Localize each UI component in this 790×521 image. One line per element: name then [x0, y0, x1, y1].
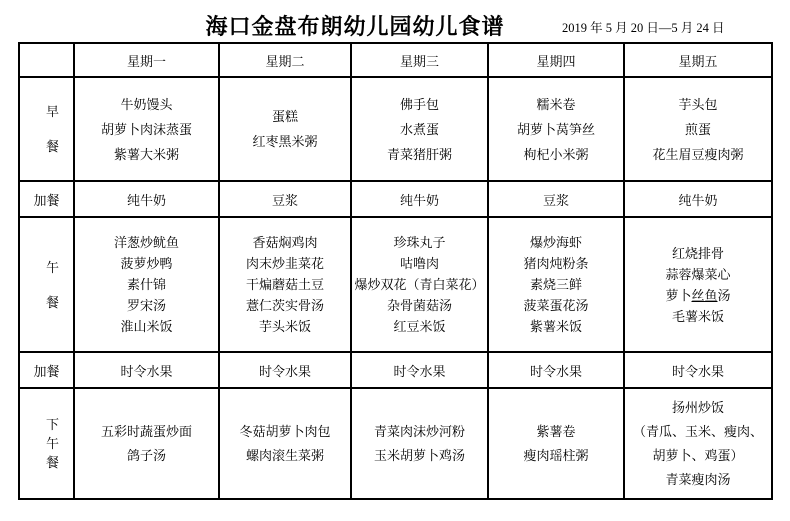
menu-item: 冬菇胡萝卜肉包: [239, 423, 331, 439]
menu-item: 枸杞小米粥: [523, 146, 589, 162]
menu-item: 扬州炒饭: [671, 399, 724, 415]
menu-item: 紫薯米饭: [529, 319, 582, 334]
menu-item: 蛋糕: [271, 109, 298, 124]
menu-item: 佛手包: [399, 96, 439, 112]
row-label-text: 午餐: [45, 259, 59, 310]
afternoon-meal-friday-cell: [624, 388, 772, 499]
afternoon-snack-friday-cell: 时令水果: [624, 352, 772, 388]
afternoon-snack-tuesday-cell: 时令水果: [219, 352, 351, 388]
morning-snack-friday-cell: 纯牛奶: [624, 181, 772, 217]
breakfast-friday-cell: [624, 77, 772, 181]
menu-item: 素什锦: [126, 277, 166, 292]
menu-table: [18, 42, 773, 500]
day-header-monday: 星期一: [74, 43, 219, 77]
afternoon-meal-wednesday-cell: [351, 388, 488, 499]
menu-item: 青菜肉沫炒河粉: [373, 423, 465, 439]
menu-item: 水煮蛋: [399, 121, 439, 137]
morning-snack-monday-cell: 纯牛奶: [74, 181, 219, 217]
morning-snack-thursday-cell: 豆浆: [488, 181, 624, 217]
menu-item: 瘦肉瑶柱粥: [523, 447, 589, 463]
header-row: [19, 43, 772, 77]
menu-item-text: 萝卜: [665, 287, 692, 303]
menu-item: 菠萝炒鸭: [120, 256, 173, 271]
menu-item: 素烧三鲜: [529, 277, 582, 292]
lunch-friday-cell: [624, 217, 772, 352]
menu-item: 红烧排骨: [671, 245, 724, 261]
day-header-wednesday: 星期三: [351, 43, 488, 77]
menu-item: 毛薯米饭: [671, 308, 724, 324]
lunch-wednesday-cell: [351, 217, 488, 352]
lunch-monday-cell: [74, 217, 219, 352]
menu-item: 芋头米饭: [258, 319, 311, 334]
menu-item: 肉末炒韭菜花: [245, 256, 324, 271]
row-label-lunch: [19, 217, 74, 352]
menu-item: 洋葱炒鱿鱼: [113, 235, 179, 250]
row-label-breakfast: [19, 77, 74, 181]
menu-item: 玉米胡萝卜鸡汤: [373, 447, 465, 463]
day-header-tuesday: 星期二: [219, 43, 351, 77]
menu-item: 淮山米饭: [120, 319, 173, 334]
menu-item: 鸽子汤: [126, 447, 166, 463]
menu-item: 青菜猪肝粥: [386, 146, 452, 162]
afternoon-meal-monday-cell: [74, 388, 219, 499]
menu-item: 蒜蓉爆菜心: [665, 266, 731, 282]
breakfast-thursday-cell: [488, 77, 624, 181]
morning-snack-tuesday-cell: 豆浆: [219, 181, 351, 217]
breakfast-monday-cell: [74, 77, 219, 181]
menu-item-underlined-text: 丝鱼: [691, 287, 718, 303]
row-label-afternoon-meal: [19, 388, 74, 499]
menu-item: 菠菜蛋花汤: [523, 298, 589, 313]
menu-item: 牛奶馒头: [120, 96, 173, 112]
menu-item: 罗宋汤: [126, 298, 166, 313]
breakfast-wednesday-cell: [351, 77, 488, 181]
row-label-text: 早餐: [45, 104, 59, 154]
lunch-tuesday-cell: [219, 217, 351, 352]
afternoon-snack-monday-cell: 时令水果: [74, 352, 219, 388]
afternoon-snack-row: [19, 352, 772, 388]
menu-item-text: 汤: [717, 287, 731, 303]
page-title: 海口金盘布朗幼儿园幼儿食谱: [205, 14, 505, 39]
menu-item: 杂骨菌菇汤: [386, 298, 452, 313]
date-range: 2019 年 5 月 20 日—5 月 24 日: [562, 21, 725, 35]
afternoon-meal-tuesday-cell: [219, 388, 351, 499]
menu-item: 香菇焖鸡肉: [252, 235, 318, 250]
menu-item: 咕噜肉: [399, 256, 439, 271]
menu-item: 芋头包: [678, 96, 718, 112]
breakfast-tuesday-cell: [219, 77, 351, 181]
breakfast-row: [19, 77, 772, 181]
afternoon-meal-row: [19, 388, 772, 499]
menu-item: 螺肉滚生菜粥: [245, 447, 324, 463]
menu-item: 胡萝卜肉沫蒸蛋: [100, 121, 192, 137]
morning-snack-wednesday-cell: 纯牛奶: [351, 181, 488, 217]
menu-item: 干煸蘑菇土豆: [245, 277, 324, 292]
row-label-afternoon-snack: 加餐: [19, 352, 74, 388]
menu-item: 紫薯卷: [536, 423, 576, 439]
menu-item: [627, 285, 769, 306]
corner-cell: [19, 43, 74, 77]
day-header-thursday: 星期四: [488, 43, 624, 77]
row-label-morning-snack: 加餐: [19, 181, 74, 217]
row-label-text: 下午餐: [45, 417, 59, 470]
menu-item: 红枣黑米粥: [252, 134, 318, 149]
menu-item: 薏仁茨实骨汤: [245, 298, 324, 313]
menu-item: 花生眉豆瘦肉粥: [652, 146, 744, 162]
menu-item: 青菜瘦肉汤: [665, 471, 731, 487]
menu-item: 胡萝卜莴笋丝: [516, 121, 595, 137]
afternoon-meal-thursday-cell: [488, 388, 624, 499]
lunch-row: [19, 217, 772, 352]
afternoon-snack-thursday-cell: 时令水果: [488, 352, 624, 388]
morning-snack-row: [19, 181, 772, 217]
menu-item: 紫薯大米粥: [113, 146, 179, 162]
menu-item: 煎蛋: [684, 121, 711, 137]
menu-item: 糯米卷: [536, 96, 576, 112]
lunch-thursday-cell: [488, 217, 624, 352]
menu-item: （青瓜、玉米、瘦肉、胡萝卜、鸡蛋）: [632, 423, 763, 463]
menu-item: 爆炒海虾: [529, 235, 582, 250]
day-header-friday: 星期五: [624, 43, 772, 77]
menu-item: 珍珠丸子: [393, 235, 446, 250]
menu-item: 红豆米饭: [393, 319, 446, 334]
menu-item: 五彩时蔬蛋炒面: [100, 423, 192, 439]
menu-item: 爆炒双花（青白菜花）: [354, 277, 485, 292]
afternoon-snack-wednesday-cell: 时令水果: [351, 352, 488, 388]
menu-item: 猪肉炖粉条: [523, 256, 589, 271]
